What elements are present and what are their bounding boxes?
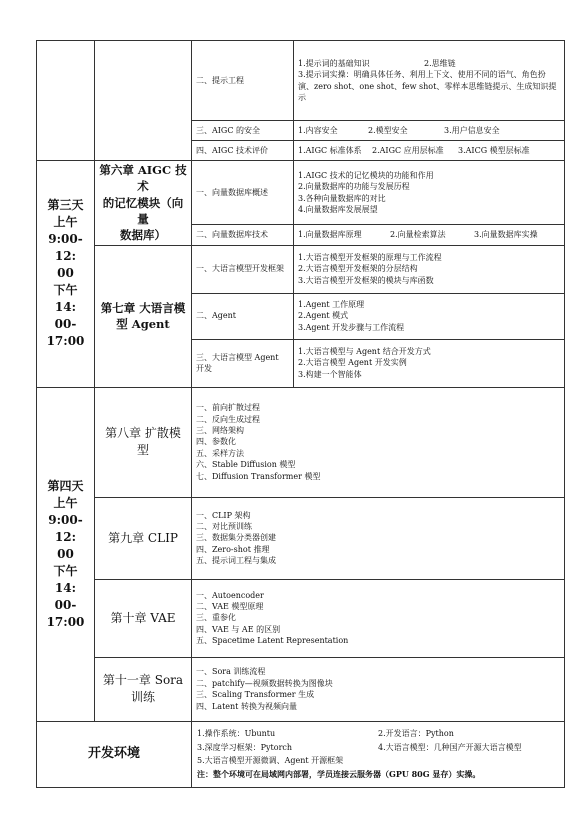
day-3-cell: 第三天 上午 9:00-12: 00 下午 14: 00-17:00 xyxy=(37,161,95,388)
env-item: 2.开发语言：Python xyxy=(378,729,454,739)
dev-environment-content xyxy=(192,721,565,787)
table-row xyxy=(37,721,565,787)
day-cell-empty xyxy=(37,41,95,161)
section-aigc-evaluation: 四、AIGC 技术评价 xyxy=(192,141,294,161)
section-vector-db-overview: 一、向量数据库概述 xyxy=(192,161,294,225)
content-agent: 1.Agent 工作原理 2.Agent 模式 3.Agent 开发步骤与工作流程 xyxy=(294,293,565,339)
chapter-10-title: 第十章 VAE xyxy=(95,579,192,657)
content-aigc-security: 1.内容安全 2.模型安全 3.用户信息安全 xyxy=(294,121,565,141)
content-line: 3.提示词实操：明确具体任务、利用上下文、使用不同的语气、角色扮演、zero shot、one shot、few shot、零样本思维链提示、生成知识提示 xyxy=(298,70,557,102)
content-line: 1.提示词的基础知识 2.思维链 xyxy=(298,58,456,68)
content-sora-training: 一、Sora 训练流程 二、patchify—视频数据转换为图像块 三、Scaling Transformer 生成 四、Latent 转换为视频向量 xyxy=(192,657,565,721)
content-clip: 一、CLIP 架构 二、对比预训练 三、数据集分类器创建 四、Zero-shot 推理 五、提示词工程与集成 xyxy=(192,497,565,579)
section-aigc-security: 三、AIGC 的安全 xyxy=(192,121,294,141)
chapter-9-title: 第九章 CLIP xyxy=(95,497,192,579)
section-prompt-engineering: 二、提示工程 xyxy=(192,41,294,121)
env-item: 4.大语言模型：几种国产开源大语言模型 xyxy=(378,742,522,752)
table-row xyxy=(37,579,565,657)
env-item: 3.深度学习框架：Pytorch xyxy=(197,742,293,752)
content-vae: 一、Autoencoder 二、VAE 模型原理 三、重参化 四、VAE 与 AE 的区别 五、Spacetime Latent Representation xyxy=(192,579,565,657)
dev-environment-label: 开发环境 xyxy=(37,721,192,787)
table-row xyxy=(37,497,565,579)
env-item: 5.大语言模型开源微调、Agent 开源框架 xyxy=(197,756,344,766)
day-4-cell: 第四天 上午 9:00-12: 00 下午 14: 00-17:00 xyxy=(37,387,95,721)
content-prompt-engineering xyxy=(294,41,565,121)
section-llm-agent-dev: 三、大语言模型 Agent 开发 xyxy=(192,339,294,387)
section-vector-db-tech: 二、向量数据库技术 xyxy=(192,225,294,245)
env-item: 1.操作系统：Ubuntu xyxy=(197,729,276,739)
section-llm-framework: 一、大语言模型开发框架 xyxy=(192,245,294,293)
course-syllabus-table xyxy=(36,40,565,788)
env-note: 注：整个环境可在局域网内部署，学员连接云服务器（GPU 80G 显存）实操。 xyxy=(197,768,481,779)
table-row xyxy=(37,245,565,293)
table-row xyxy=(37,161,565,225)
table-row xyxy=(37,387,565,497)
chapter-7-title: 第七章 大语言模 型 Agent xyxy=(95,245,192,387)
content-diffusion-model: 一、前向扩散过程 二、反向生成过程 三、网络架构 四、参数化 五、采样方法 六、Stable Diffusion 模型 七、Diffusion Transformer 模型 xyxy=(192,387,565,497)
chapter-11-title: 第十一章 Sora 训练 xyxy=(95,657,192,721)
chapter-8-title: 第八章 扩散模 型 xyxy=(95,387,192,497)
chapter-6-title: 第六章 AIGC 技术 的记忆模块（向量 数据库） xyxy=(95,161,192,246)
content-vector-db-overview: 1.AIGC 技术的记忆模块的功能和作用 2.向量数据库的功能与发展历程 3.各种向量数据库的对比 4.向量数据库发展展望 xyxy=(294,161,565,225)
content-aigc-evaluation: 1.AIGC 标准体系 2.AIGC 应用层标准 3.AICG 模型层标准 xyxy=(294,141,565,161)
table-row xyxy=(37,657,565,721)
section-agent: 二、Agent xyxy=(192,293,294,339)
content-llm-framework: 1.大语言模型开发框架的原理与工作流程 2.大语言模型开发框架的分层结构 3.大语言模型开发框架的模块与库函数 xyxy=(294,245,565,293)
chapter-cell-empty xyxy=(95,41,192,161)
content-llm-agent-dev: 1.大语言模型与 Agent 结合开发方式 2.大语言模型 Agent 开发实例 3.构建一个智能体 xyxy=(294,339,565,387)
content-vector-db-tech: 1.向量数据库原理 2.向量检索算法 3.向量数据库实操 xyxy=(294,225,565,245)
table-row xyxy=(37,41,565,121)
